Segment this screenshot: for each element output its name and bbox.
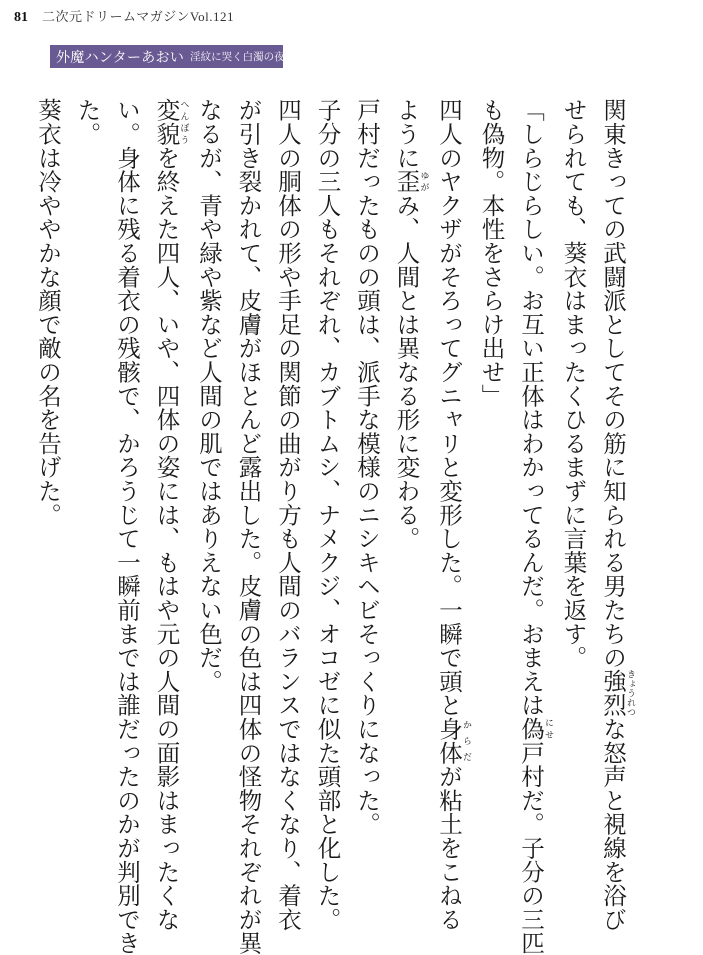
ruby-annotation: 偽にせ (517, 716, 553, 741)
paragraph-2 (471, 98, 553, 955)
story-title: 外魔ハンターあおい (56, 49, 185, 66)
text-line: せられても、葵衣はまったくひるまずに言葉を返す。 (559, 98, 588, 670)
chapter-title: 淫紋に哭く白濁の夜 (190, 51, 285, 63)
text-line: 関東きっての武闘派としてその筋に知られる男たちの強烈きょうれつな怒声と視線を浴び (599, 98, 635, 932)
ruby-annotation: 強烈きょうれつ (599, 669, 635, 717)
text-line: も偽物。本性をさらけ出せ」 (477, 98, 506, 408)
ruby-annotation: 身体からだ (435, 716, 471, 765)
text-line: が引き裂かれて、皮膚がほとんど露出した。皮膚の色は四体の怪物それぞれが異 (234, 98, 263, 955)
text-line: ように歪ゆがみ、人間とは異なる形に変わる。 (392, 98, 429, 551)
text-line: 「しらじらしい。お互い正体はわかってるんだ。おまえは偽にせ戸村だ。子分の三匹 (517, 98, 553, 955)
page-number: 81 (14, 10, 28, 25)
paragraph-7 (28, 98, 68, 858)
paragraph-6 (67, 98, 189, 955)
text-line: 子分の三人もそれぞれ、カブトムシ、ナメクジ、オコゼに似た頭部と化した。 (313, 98, 342, 931)
vertical-body-text (34, 98, 635, 955)
ruby-annotation: 歪ゆが (392, 169, 429, 194)
text-line: 変貌へんぼうを終えた四人、いや、四体の姿には、もはや元の人間の面影はまったくな (152, 98, 189, 932)
magazine-title: 二次元ドリームマガジンVol.121 (42, 9, 234, 24)
text-line: た。 (73, 98, 102, 146)
paragraph-4 (307, 98, 386, 931)
story-title-band (50, 45, 283, 68)
ruby-annotation: 変貌へんぼう (152, 98, 189, 146)
text-line: なるが、青や緑や紫など人間の肌ではありえない色だ。 (195, 98, 223, 693)
text-line: 戸村だったものの頭は、派手な模様のニシキヘビそっくりになった。 (353, 98, 381, 836)
paragraph-3 (386, 98, 471, 932)
text-line: い。身体に残る着衣の残骸で、かろうじて一瞬前までは誰だったのかが判別でき (113, 98, 141, 955)
paragraph-5 (189, 98, 308, 955)
text-line: 四人の胴体の形や手足の関節の曲がり方も人間のバランスではなくなり、着衣 (274, 98, 302, 931)
running-header (14, 6, 234, 26)
paragraph-1 (553, 98, 635, 932)
text-line: 葵衣は冷ややかな顔で敵の名を告げた。 (34, 98, 62, 527)
text-line: 四人のヤクザがそろってグニャリと変形した。一瞬で頭と身体からだが粘土をこねる (435, 98, 471, 932)
